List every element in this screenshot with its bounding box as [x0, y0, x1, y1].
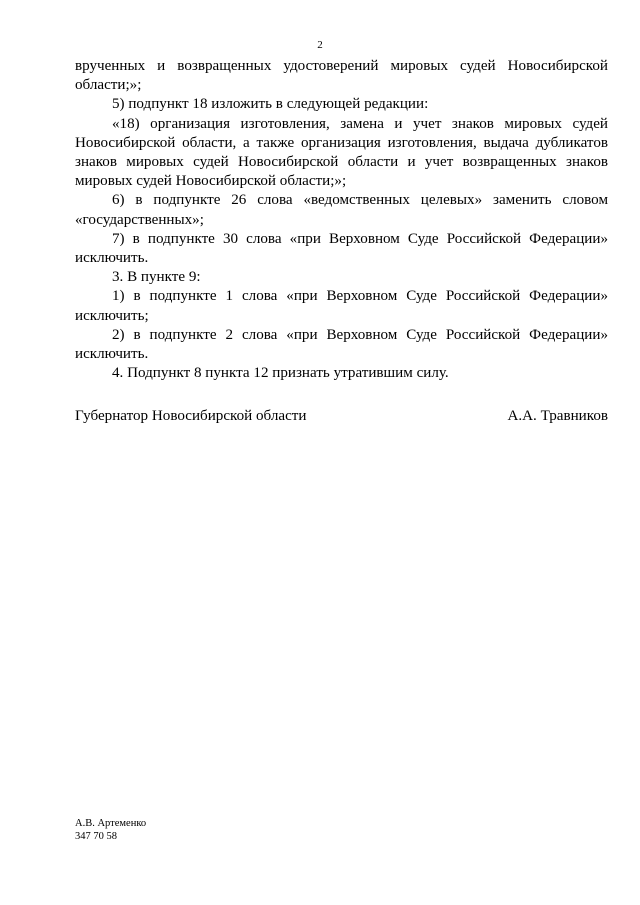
executor-phone: 347 70 58: [75, 830, 117, 842]
executor-name: А.В. Артеменко: [75, 818, 147, 829]
paragraph-subitem-1: 1) в подпункте 1 слова «при Верховном Суде Российской Федерации» исключить;: [75, 288, 608, 324]
paragraph-item-5: 5) подпункт 18 изложить в следующей редакции:: [112, 96, 429, 113]
paragraph-item-7: 7) в подпункте 30 слова «при Верховном Суде Российской Федерации» исключить.: [75, 230, 608, 267]
page-number: 2: [317, 39, 323, 51]
signatory-position: Губернатор Новосибирской области: [75, 408, 307, 424]
signature-block: [75, 407, 608, 426]
paragraph-item-18-text: «18) организация изготовления, замена и учет знаков мировых судей Новосибирской области, а также организация изготовления, выдача дубликатов знаков мировых судей Новосибирской области и учет возвращенных знаков мировых судей Новосибирской области;»;: [75, 115, 608, 190]
signatory-name: А.А. Травников: [507, 408, 608, 424]
paragraph-subitem-2: 2) в подпункте 2 слова «при Верховном Суде Российской Федерации» исключить.: [75, 326, 608, 363]
document-body: [75, 57, 608, 383]
paragraph-item-6: 6) в подпункте 26 слова «ведомственных целевых» заменить словом «государственных»;: [75, 192, 608, 228]
executor-block: [75, 818, 146, 843]
paragraph-continuation: врученных и возвращенных удостоверений мировых судей Новосибирской области;»;: [75, 58, 608, 94]
paragraph-point-4: 4. Подпункт 8 пункта 12 признать утратившим силу.: [112, 365, 449, 382]
paragraph-point-3: 3. В пункте 9:: [112, 269, 201, 286]
